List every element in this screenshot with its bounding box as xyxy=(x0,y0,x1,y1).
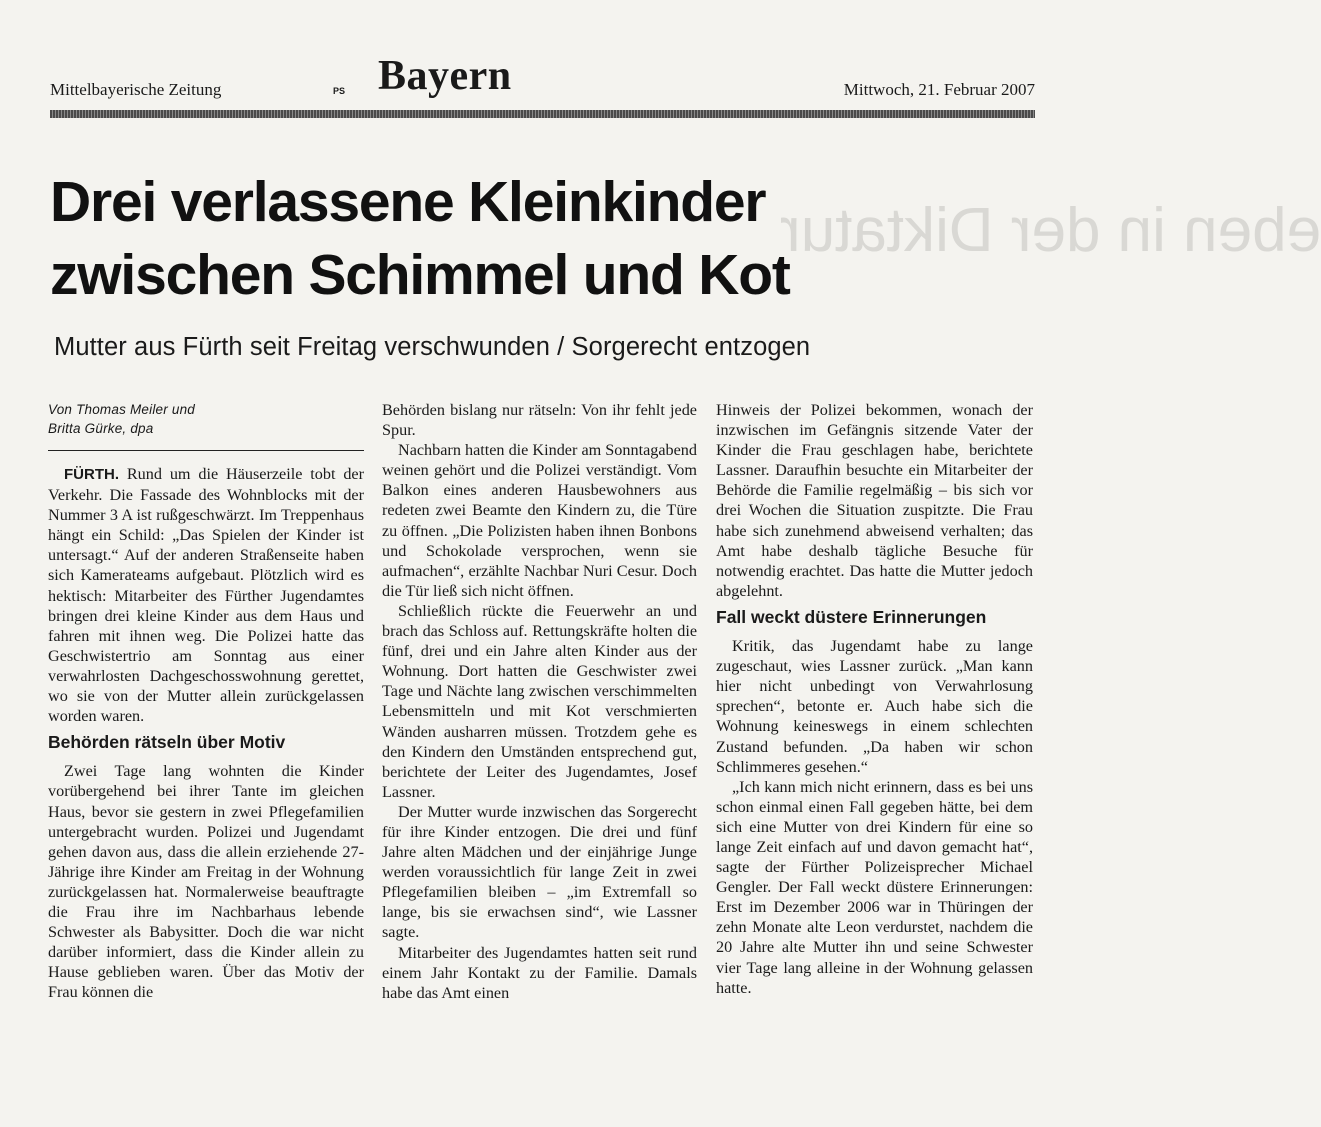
article-column-2 xyxy=(382,400,697,1003)
paragraph: Behörden bislang nur rätseln: Von ihr fehlt jede Spur. xyxy=(382,401,697,440)
paragraph: Schließlich rückte die Feuerwehr an und brach das Schloss auf. Rettungskräfte holten die fünf, drei und ein Jahre alten Kinder aus der Wohnung. Dort hatten die Geschwister zwei Tage und Nächte lang zwischen verschimmelten Lebensmitteln und mit Kot verschmierten Wänden ausharren müssen. Trotzdem gehe es den Kindern den Umständen entsprechend gut, berichtete der Leiter des Jugendamtes, Josef Lassner. xyxy=(382,601,697,801)
masthead xyxy=(0,0,1049,125)
paragraph: Der Mutter wurde inzwischen das Sorgerecht für ihre Kinder entzogen. Die drei und fünf Jahre alten Mädchen und der einjährige Junge werden voraussichtlich für lange Zeit in zwei Pflegefamilien bleiben – „im Extremfall so lange, bis sie erwachsen sind“, wie Lassner sagte. xyxy=(382,802,697,942)
masthead-rule xyxy=(50,110,1035,118)
dateline: FÜRTH. xyxy=(64,466,119,483)
paragraph: „Ich kann mich nicht erinnern, dass es bei uns schon einmal einen Fall gegeben hätte, bei dem sich eine Mutter von drei Kindern für eine so lange Zeit einfach auf und davon gemacht hat“, sagte der Fürther Polizeisprecher Michael Gengler. Der Fall weckt düstere Erinnerungen: Erst im Dezember 2006 war in Thüringen der zehn Monate alte Leon verdurstet, nachdem die 20 Jahre alte Mutter ihn und seine Schwester vier Tage lang alleine in der Wohnung gelassen hatte. xyxy=(716,777,1033,997)
paragraph: Hinweis der Polizei bekommen, wonach der inzwischen im Gefängnis sitzende Vater der Kinder die Frau geschlagen habe, berichtete Lassner. Daraufhin besuchte ein Mitarbeiter der Behörde die Familie regelmäßig – bis sich vor drei Wochen die Situation zuspitzte. Die Frau habe sich zunehmend abweisend verhalten; das Amt habe deshalb tägliche Besuche für notwendig erachtet. Das hatte die Mutter jedoch abgelehnt. xyxy=(716,401,1033,600)
subheadline: Mutter aus Fürth seit Freitag verschwunden / Sorgerecht entzogen xyxy=(54,333,811,361)
paragraph xyxy=(48,464,364,726)
author-byline xyxy=(48,400,364,451)
article-column-1 xyxy=(48,400,364,1002)
show-through-text: eben in der Diktatur xyxy=(780,196,1321,265)
paragraph-text: Rund um die Häuserzeile tobt der Verkehr. Die Fassade des Wohnblocks mit der Nummer 3 A ist rußgeschwärzt. Im Treppenhaus hängt ein Schild: „Das Spielen der Kinder ist untersagt.“ Auf der anderen Straßenseite haben sich Kamerateams aufgebaut. Plötzlich wird es hektisch: Mitarbeiter des Fürther Jugendamtes bringen drei kleine Kinder aus dem Haus und fahren mit ihnen weg. Die Polizei hatte das Geschwistertrio am Sonntag aus einer verwahrlosten Dachgeschosswohnung gerettet, wo sie von der Mutter allein zurückgelassen worden waren. xyxy=(48,465,364,726)
subhead-erinnerungen: Fall weckt düstere Erinnerungen xyxy=(716,606,987,627)
author-line-1: Von Thomas Meiler und xyxy=(48,402,196,417)
issue-date: Mittwoch, 21. Februar 2007 xyxy=(843,80,1035,99)
article-column-3 xyxy=(716,400,1033,998)
section-title: Bayern xyxy=(378,53,512,99)
paragraph: Mitarbeiter des Jugendamtes hatten seit rund einem Jahr Kontakt zu der Familie. Damals habe das Amt einen xyxy=(382,943,697,1002)
author-line-2: Britta Gürke, dpa xyxy=(48,421,154,436)
paragraph: Nachbarn hatten die Kinder am Sonntagabend weinen gehört und die Polizei verständigt. Vom Balkon eines anderen Hausbewohners aus redeten zwei Beamte den Kindern zu, die Türe zu öffnen. „Die Polizisten haben ihnen Bonbons und Schokolade versprochen, wenn sie aufmachen“, erzählte Nachbar Nuri Cesur. Doch die Tür ließ sich nicht öffnen. xyxy=(382,441,697,600)
headline-line-2: zwischen Schimmel und Kot xyxy=(50,243,790,307)
paragraph: Zwei Tage lang wohnten die Kinder vorübergehend bei ihrer Tante im gleichen Haus, bevor sie gestern in zwei Pflegefamilien untergebracht wurden. Polizei und Jugendamt gehen davon aus, dass die allein erziehende 27-Jährige ihre Kinder am Freitag in der Wohnung zurückgelassen hat. Normalerweise beauftragte die Frau ihre im Nachbarhaus lebende Schwester als Babysitter. Doch die war nicht darüber informiert, dass die Kinder allein zu Hause geblieben waren. Über das Motiv der Frau können die xyxy=(48,762,364,1002)
newspaper-name: Mittelbayerische Zeitung xyxy=(50,80,222,99)
ps-mark: PS xyxy=(333,86,346,96)
paragraph: Kritik, das Jugendamt habe zu lange zugeschaut, wies Lassner zurück. „Man kann hier nicht unbedingt von Verwahrlosung sprechen“, betonte er. Auch habe sich die Wohnung keineswegs in einem schlechten Zustand befunden. „Da haben wir schon Schlimmeres gesehen.“ xyxy=(716,637,1033,776)
subhead-motiv: Behörden rätseln über Motiv xyxy=(48,732,286,753)
headline-line-1: Drei verlassene Kleinkinder xyxy=(50,170,766,234)
headline xyxy=(50,166,1040,312)
